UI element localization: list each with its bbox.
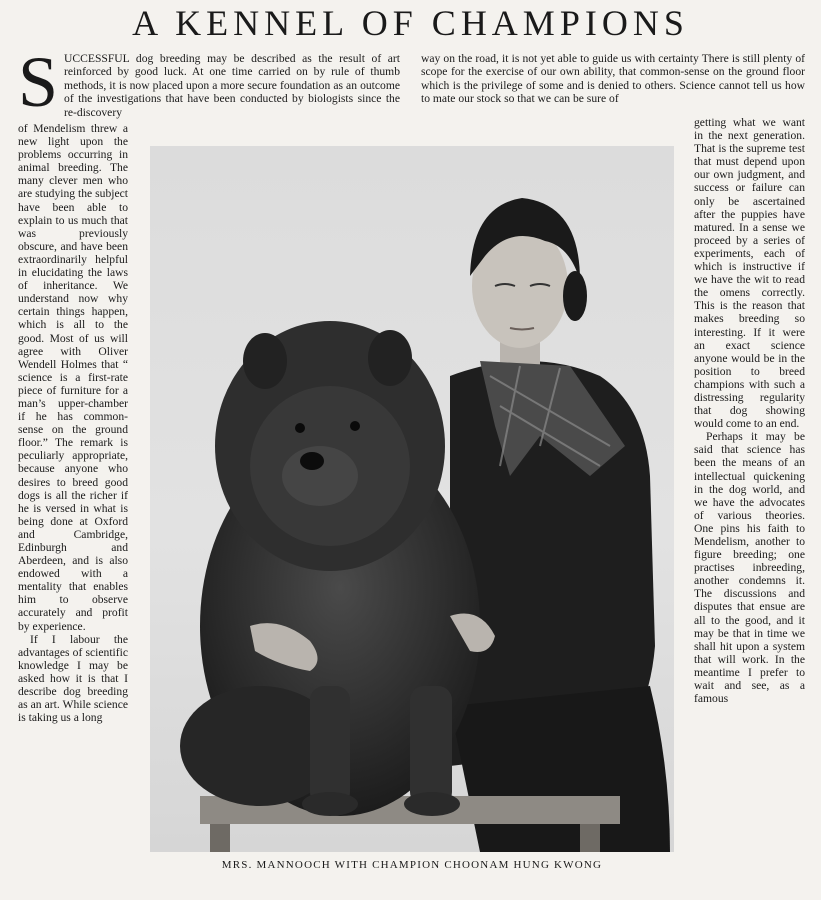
- intro-right-column: [421, 52, 805, 106]
- intro-left-text: UCCESSFUL dog breeding may be described as the result of art reinforced by good luck. At one time carried on by rule of thumb methods, it is now placed upon a more secure foundation as an outcome of the investigations that have been conducted by biologists since the re-discovery: [64, 52, 400, 119]
- intro-right-text: way on the road, it is not yet able to guide us with certainty There is still plenty of scope for the exercise of our own ability, that common-sense on the ground floor which is the privilege of some and is denied to others. Science cannot tell us how to mate our stock so that we can be sure of: [421, 52, 805, 106]
- photo-illustration: [150, 146, 674, 852]
- right-paragraph-1: getting what we want in the next generation. That is the supreme test that must depend upon our own judgment, and success or failure can only be ascertained after the puppies have matured. In a sense we proceed by a series of experiments, each of which is instructive if we have the wit to read the omens correctly. This is the reason that makes breeding so interesting. If it were an exact science anyone would be in the position to breed champions with such a distressing regularity that dog showing would come to an end.: [694, 116, 805, 431]
- left-text-column: [18, 122, 128, 882]
- photo-caption: MRS. MANNOOCH WITH CHAMPION CHOONAM HUNG KWONG: [221, 859, 603, 871]
- left-paragraph-1: of Mendelism threw a new light upon the problems occurring in animal breeding. The many clever men who are studying the subject have been able to explain to us much that was previously obscure, and have been extraordinarily helpful in elucidating the laws of inheritance. We understand now why certain things happen, which is all to the good. Most of us will agree with Oliver Wendell Holmes that “ science is a first-rate piece of furniture for a man’s upper-chamber if he has common-sense on the ground floor.” The remark is peculiarly appropriate, because anyone who desires to breed good dogs is all the richer if he is versed in what is being done at Oxford and Cambridge, Edinburgh and Aberdeen, and is also endowed with a mentality that enables him to observe accurately and profit by experience.: [18, 122, 128, 633]
- article-title: A KENNEL OF CHAMPIONS: [132, 3, 689, 43]
- right-paragraph-2: Perhaps it may be said that science has been the means of an intellectual quickening in the dog world, and we have the advocates of various theories. One pins his faith to Mendelism, another to figure breeding; one practises inbreeding, another condemns it. The discussions and disputes that ensue are all to the good, and it may be that in time we shall hit upon a system that will work. In the meantime I prefer to wait and see, as a famous: [694, 430, 805, 706]
- left-paragraph-2: If I labour the advantages of scientific knowledge I may be asked how it is that I describe dog breeding as an art. While science is taking us a long: [18, 632, 128, 725]
- right-text-column: [694, 116, 805, 878]
- drop-cap: S: [18, 42, 59, 122]
- intro-left-column: [18, 42, 400, 122]
- photograph-woman-with-chow-chow: [150, 146, 674, 852]
